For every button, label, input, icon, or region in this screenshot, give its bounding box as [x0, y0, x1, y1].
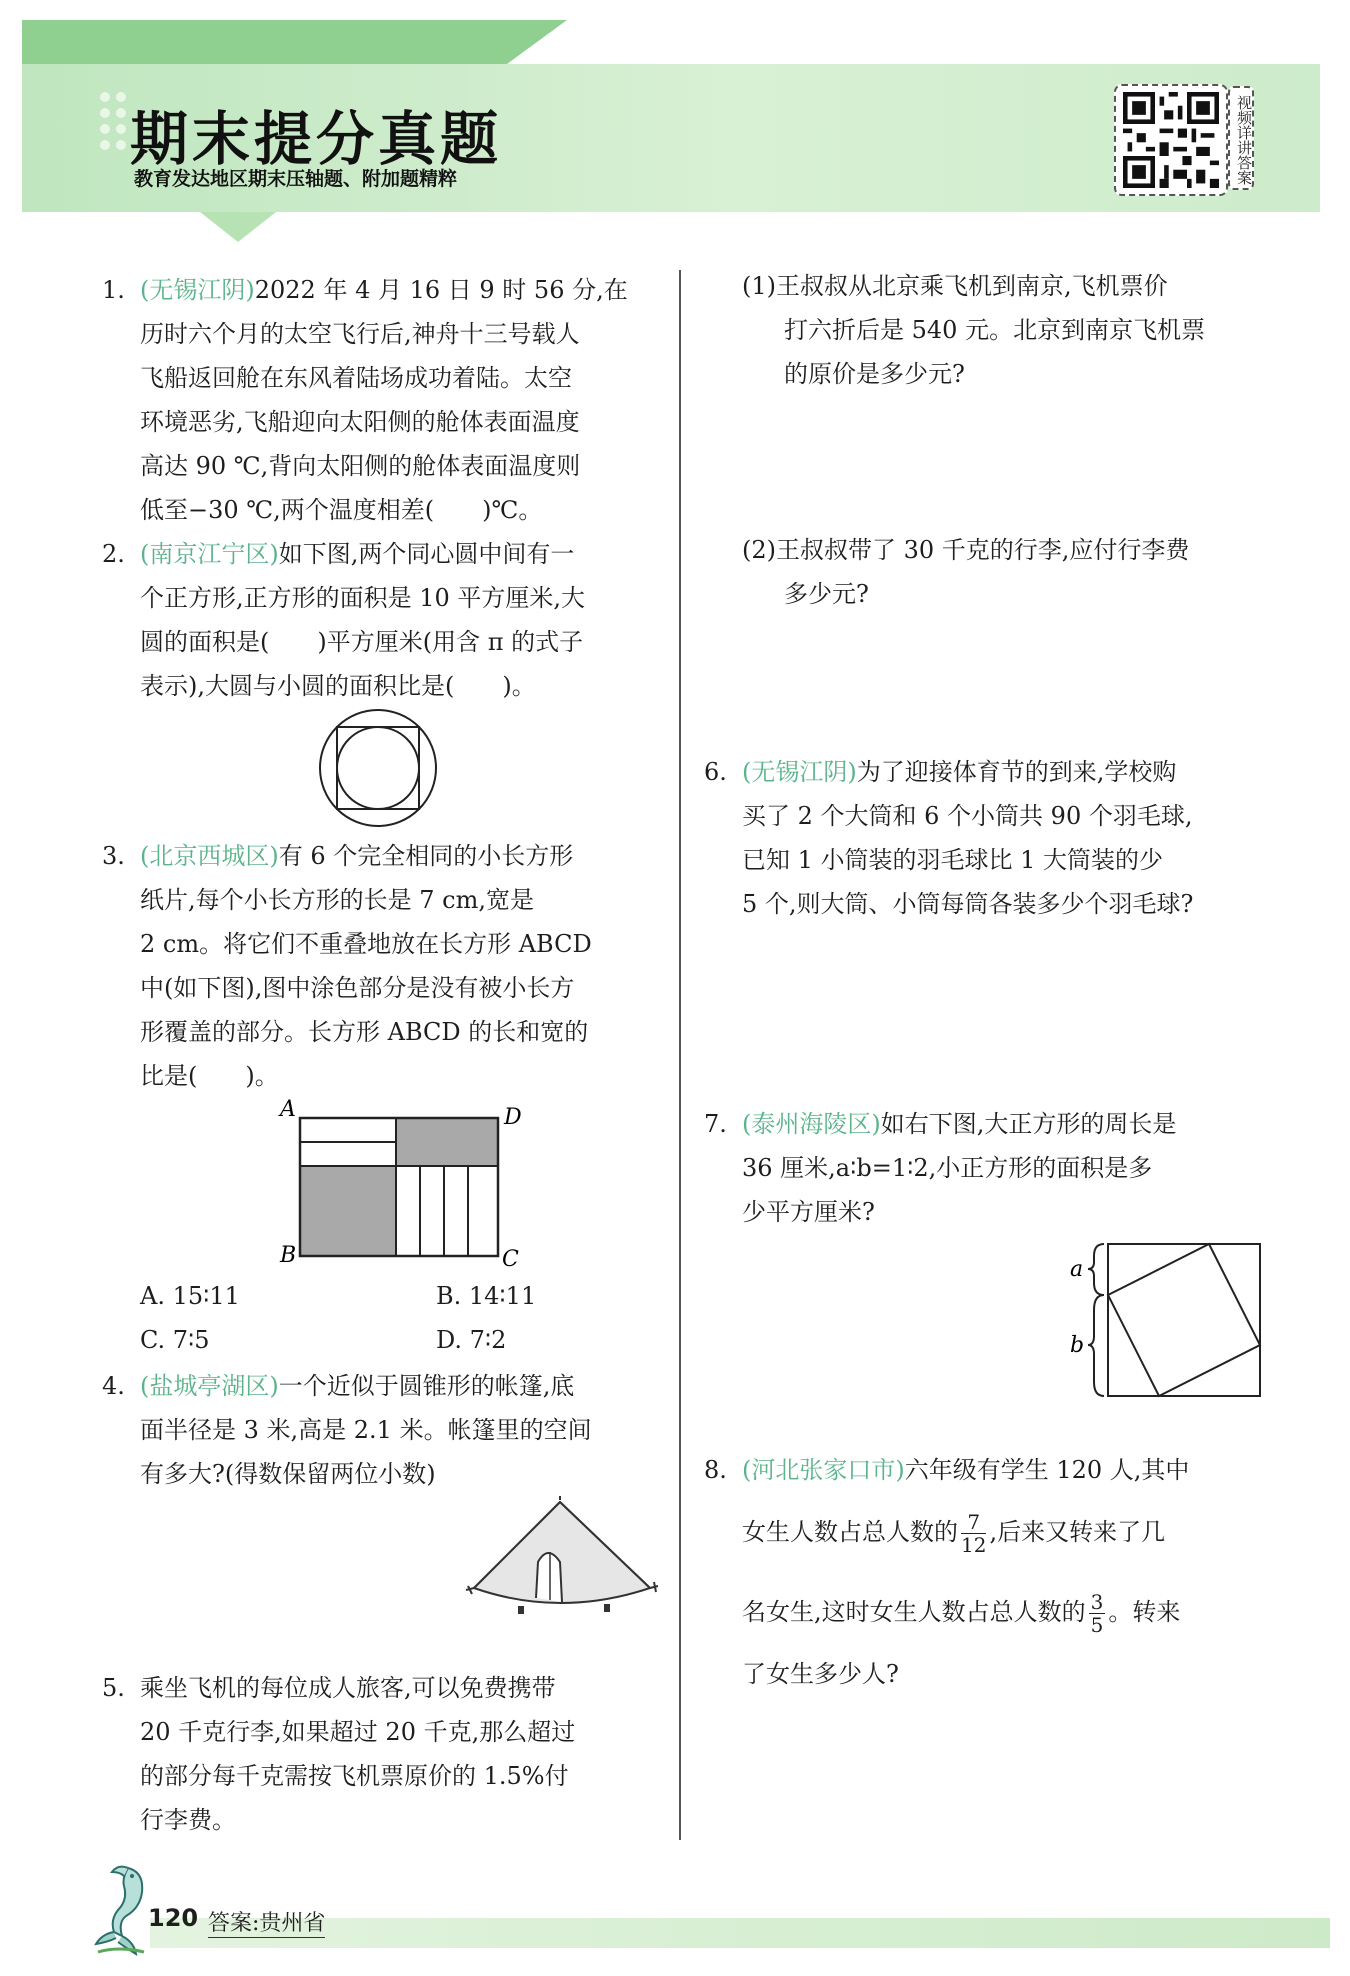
question-line: (无锡江阴)为了迎接体育节的到来,学校购 — [742, 758, 1177, 786]
rectangle-abcd-figure — [266, 1094, 536, 1274]
question-line: 历时六个月的太空飞行后,神舟十三号载人 — [140, 320, 580, 348]
question-line: 低至−30 ℃,两个温度相差( )℃。 — [140, 496, 543, 524]
question-line: (2)王叔叔带了 30 千克的行李,应付行李费 — [742, 536, 1190, 564]
question-line: (河北张家口市)六年级有学生 120 人,其中 — [742, 1456, 1190, 1484]
question-line: 面半径是 3 米,高是 2.1 米。帐篷里的空间 — [140, 1416, 592, 1444]
question-line: 名女生,这时女生人数占总人数的 $\frac{3}{5}$ 。转来 — [742, 1590, 1181, 1637]
question-5-part-2 — [742, 528, 1272, 616]
question-3-options — [140, 1274, 660, 1362]
question-line: 圆的面积是( )平方厘米(用含 π 的式子 — [140, 628, 584, 656]
vertex-label-d: D — [504, 1105, 522, 1130]
question-line: 少平方厘米? — [742, 1198, 875, 1226]
qr-caption: 视频详讲答案 — [1228, 86, 1254, 190]
question-number: 5. — [102, 1674, 125, 1702]
page-subtitle: 教育发达地区期末压轴题、附加题精粹 — [134, 168, 458, 190]
question-line: (1)王叔叔从北京乘飞机到南京,飞机票价 — [742, 272, 1168, 300]
question-line: 多少元? — [784, 580, 869, 608]
question-line: 了女生多少人? — [742, 1660, 899, 1688]
option-a[interactable]: A. 15∶11 — [140, 1282, 240, 1310]
vertex-label-a: A — [280, 1097, 296, 1122]
question-line: 5 个,则大筒、小筒每筒各装多少个羽毛球? — [742, 890, 1194, 918]
question-line: 行李费。 — [140, 1806, 236, 1834]
question-line: 36 厘米,a∶b=1∶2,小正方形的面积是多 — [742, 1154, 1153, 1182]
tent-figure — [462, 1496, 662, 1620]
vertex-label-b: B — [280, 1243, 297, 1268]
question-source: (南京江宁区) — [140, 540, 279, 568]
question-2 — [102, 532, 660, 708]
footer-band — [150, 1918, 1330, 1948]
option-d[interactable]: D. 7∶2 — [436, 1326, 507, 1354]
question-line: (无锡江阴)2022 年 4 月 16 日 9 时 56 分,在 — [140, 276, 628, 304]
question-5-part-1 — [742, 264, 1272, 396]
question-6 — [704, 750, 1272, 926]
option-c[interactable]: C. 7∶5 — [140, 1326, 210, 1354]
question-line: 中(如下图),图中涂色部分是没有被小长方 — [140, 974, 575, 1002]
question-line: 的原价是多少元? — [784, 360, 965, 388]
question-line: 有多大?(得数保留两位小数) — [140, 1460, 436, 1488]
page-number: 120 — [148, 1904, 199, 1932]
question-line: 纸片,每个小长方形的长是 7 cm,宽是 — [140, 886, 534, 914]
question-line: 的部分每千克需按飞机票原价的 1.5%付 — [140, 1762, 569, 1790]
question-source: (盐城亭湖区) — [140, 1372, 279, 1400]
vertex-label-c: C — [502, 1247, 519, 1272]
fraction-7-12: $\frac{7}{12}$ — [961, 1510, 987, 1557]
header-arrow — [200, 212, 276, 242]
question-3 — [102, 834, 660, 1098]
question-source: (河北张家口市) — [742, 1456, 905, 1484]
question-number: 2. — [102, 540, 125, 568]
question-line: 已知 1 小筒装的羽毛球比 1 大筒装的少 — [742, 846, 1164, 874]
question-line: 20 千克行李,如果超过 20 千克,那么超过 — [140, 1718, 576, 1746]
header-tab — [22, 20, 567, 68]
question-line: 表示),大圆与小圆的面积比是( )。 — [140, 672, 536, 700]
question-number: 3. — [102, 842, 125, 870]
answer-label: 答案:贵州省 — [208, 1906, 325, 1938]
question-source: (北京西城区) — [140, 842, 279, 870]
nested-squares-figure — [1060, 1236, 1268, 1398]
question-number: 4. — [102, 1372, 125, 1400]
question-line: (泰州海陵区)如右下图,大正方形的周长是 — [742, 1110, 1177, 1138]
question-line: 形覆盖的部分。长方形 ABCD 的长和宽的 — [140, 1018, 589, 1046]
question-source: (无锡江阴) — [140, 276, 255, 304]
question-number: 1. — [102, 276, 125, 304]
question-line: 乘坐飞机的每位成人旅客,可以免费携带 — [140, 1674, 556, 1702]
question-number: 6. — [704, 758, 727, 786]
option-b[interactable]: B. 14∶11 — [436, 1282, 537, 1310]
question-line: (北京西城区)有 6 个完全相同的小长方形 — [140, 842, 574, 870]
dolphin-mascot-icon — [88, 1862, 154, 1958]
question-7 — [704, 1102, 1272, 1234]
question-line: 打六折后是 540 元。北京到南京飞机票 — [784, 316, 1206, 344]
question-source: (无锡江阴) — [742, 758, 857, 786]
question-number: 8. — [704, 1456, 727, 1484]
question-number: 7. — [704, 1110, 727, 1138]
question-line: 2 cm。将它们不重叠地放在长方形 ABCD — [140, 930, 592, 958]
question-line: 买了 2 个大筒和 6 个小筒共 90 个羽毛球, — [742, 802, 1193, 830]
fraction-3-5: $\frac{3}{5}$ — [1090, 1590, 1104, 1637]
qr-code-icon[interactable] — [1114, 84, 1228, 196]
question-8 — [704, 1448, 1272, 1696]
question-line: 女生人数占总人数的 $\frac{7}{12}$ ,后来又转来了几 — [742, 1510, 1166, 1557]
concentric-circles-figure — [316, 706, 440, 830]
question-1 — [102, 268, 660, 532]
question-line: 比是( )。 — [140, 1062, 279, 1090]
label-b: b — [1070, 1333, 1085, 1358]
question-line: (南京江宁区)如下图,两个同心圆中间有一 — [140, 540, 575, 568]
question-5 — [102, 1666, 660, 1842]
question-line: 高达 90 ℃,背向太阳侧的舱体表面温度则 — [140, 452, 581, 480]
column-divider — [679, 270, 681, 1840]
question-line: (盐城亭湖区)一个近似于圆锥形的帐篷,底 — [140, 1372, 575, 1400]
question-line: 个正方形,正方形的面积是 10 平方厘米,大 — [140, 584, 586, 612]
question-line: 环境恶劣,飞船迎向太阳侧的舱体表面温度 — [140, 408, 580, 436]
question-source: (泰州海陵区) — [742, 1110, 881, 1138]
question-line: 飞船返回舱在东风着陆场成功着陆。太空 — [140, 364, 572, 392]
question-4 — [102, 1364, 660, 1496]
page-title: 期末提分真题 — [130, 105, 503, 173]
label-a: a — [1070, 1257, 1084, 1282]
